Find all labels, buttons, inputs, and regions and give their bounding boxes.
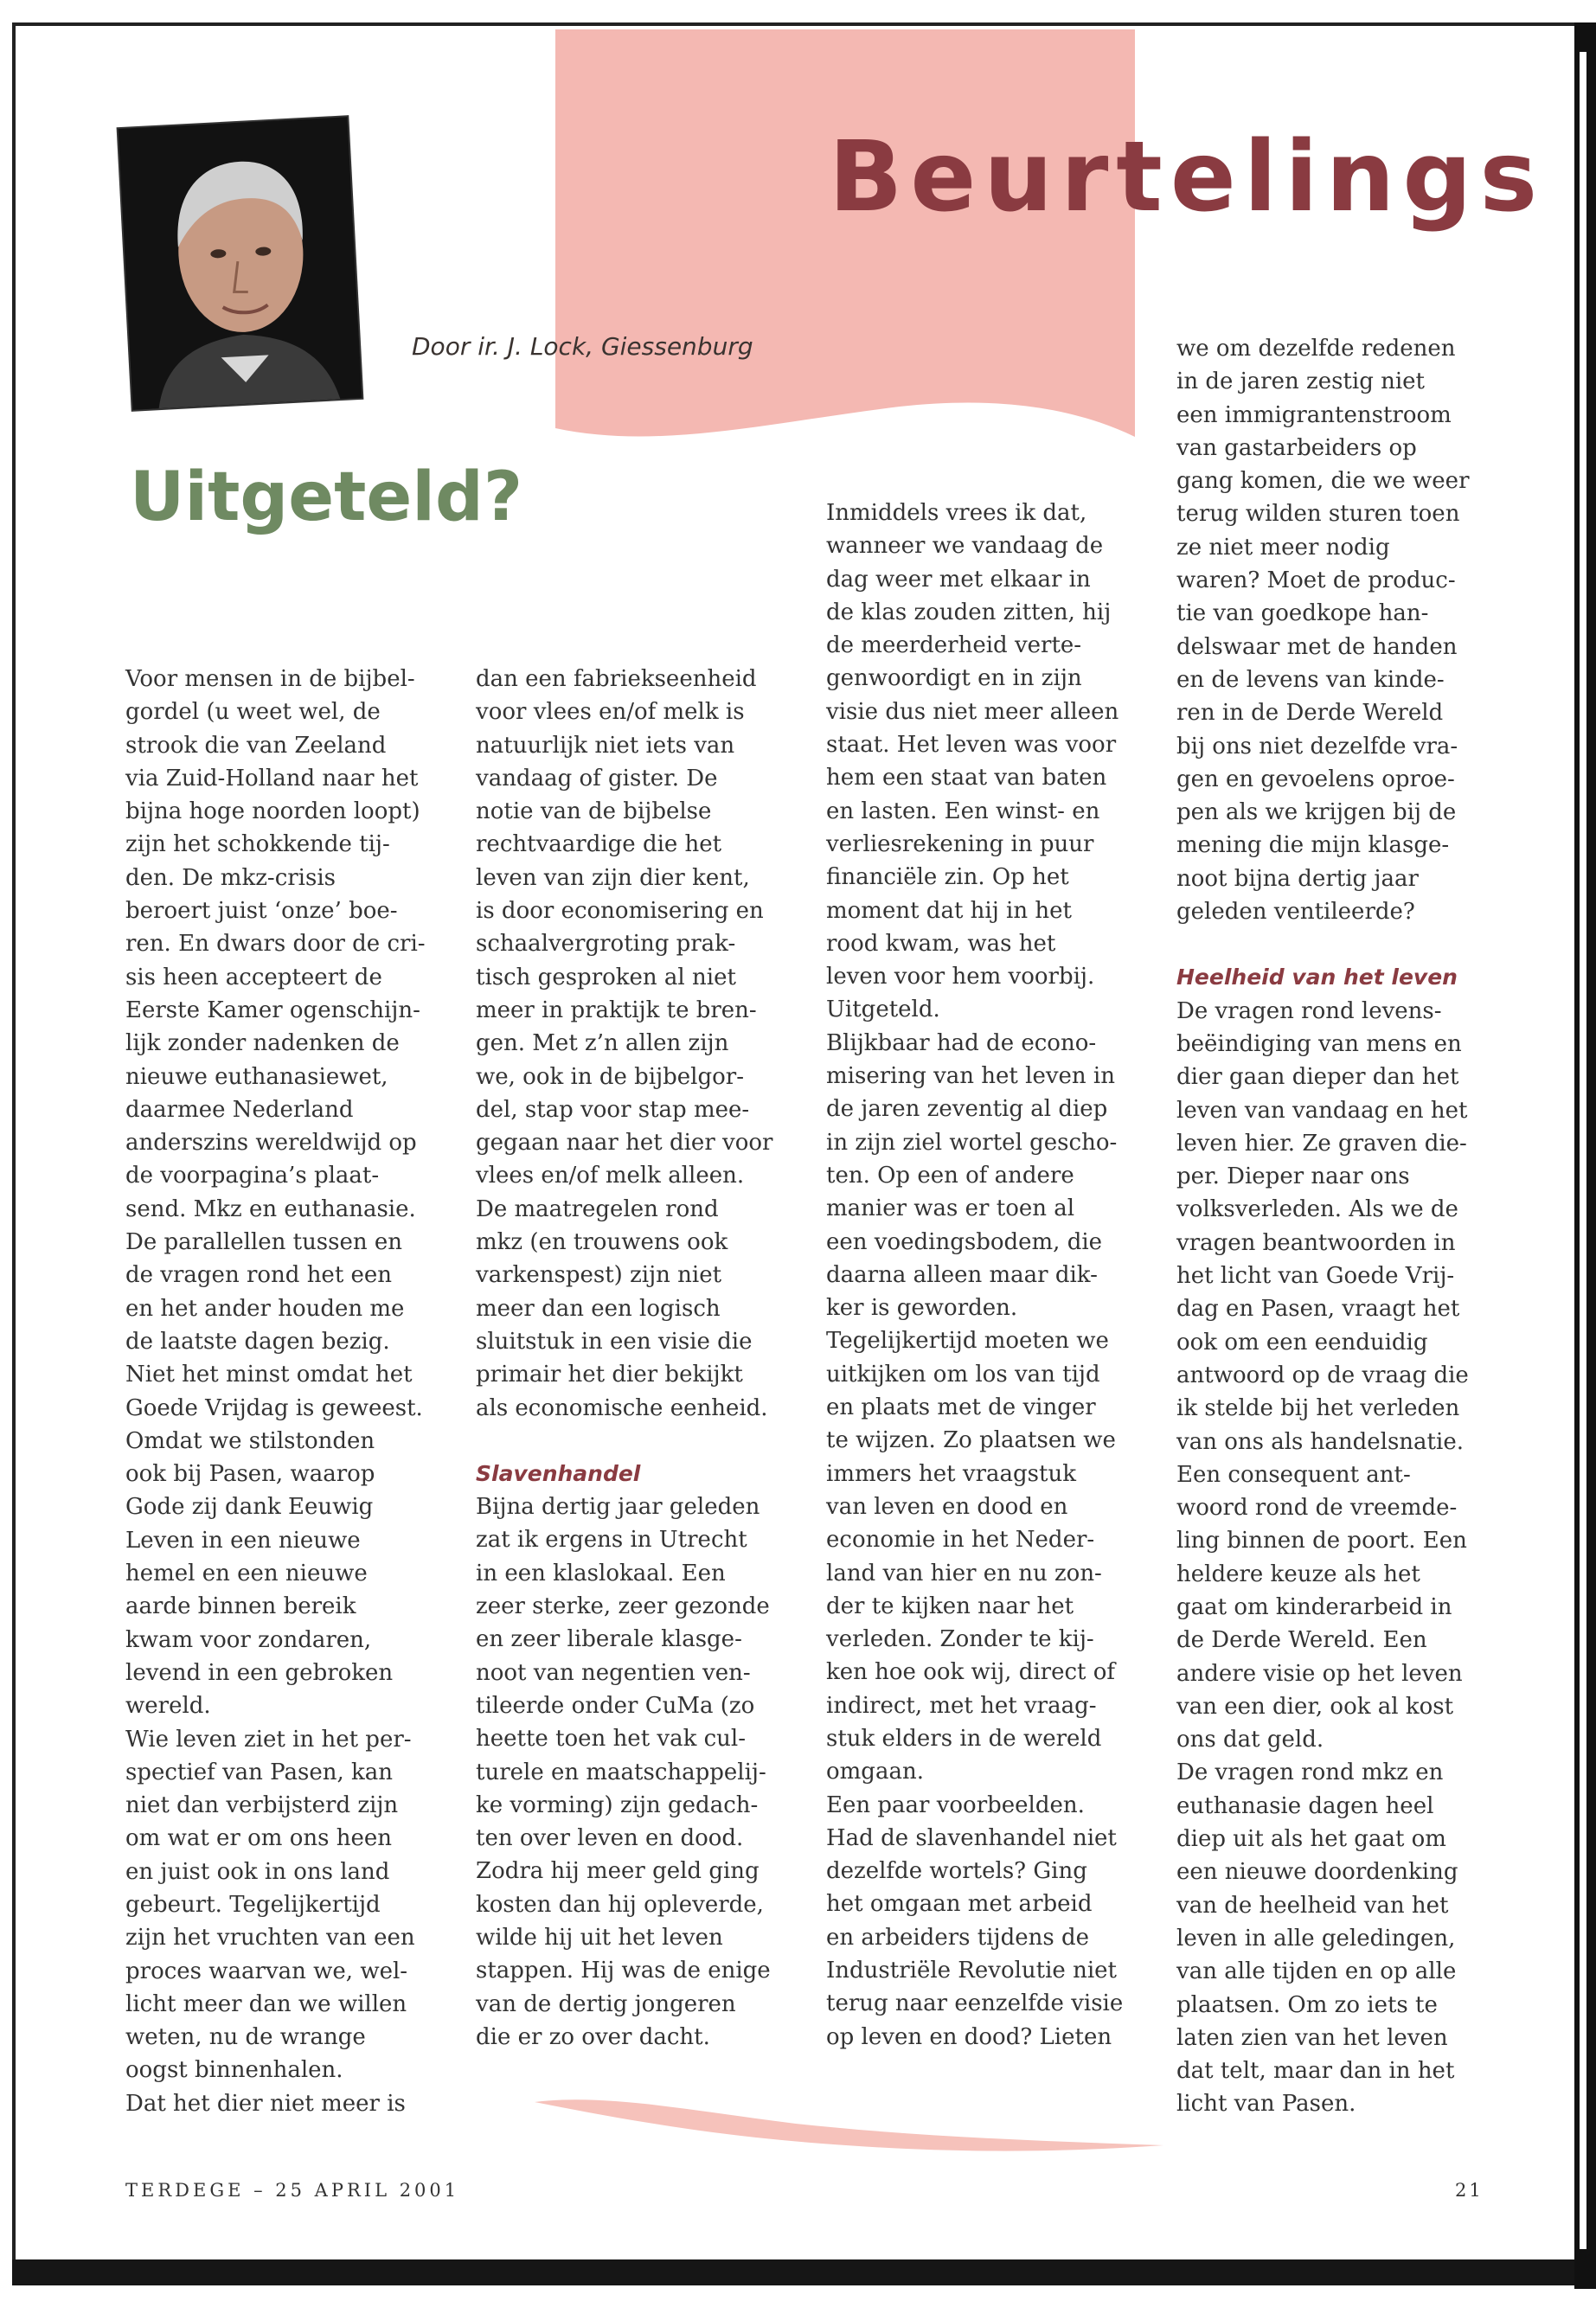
text-line: licht van Pasen.: [1176, 2091, 1356, 2118]
text-line: send. Mkz en euthanasie.: [125, 1195, 416, 1222]
text-line: en het ander houden me: [125, 1295, 405, 1322]
page-number: 21: [1455, 2180, 1484, 2201]
text-line: bijna hoge noorden loopt): [125, 798, 420, 825]
text-line: zeer sterke, zeer gezonde: [476, 1593, 770, 1620]
text-line: financiële zin. Op het: [826, 864, 1069, 891]
text-line: daarmee Nederland: [125, 1096, 354, 1123]
article-title: Uitgeteld?: [130, 458, 523, 536]
text-line: voor vlees en/of melk is: [476, 699, 745, 726]
text-line: euthanasie dagen heel: [1176, 1792, 1434, 1819]
text-line: indirect, met het vraag-: [826, 1692, 1097, 1719]
text-line: wilde hij uit het leven: [476, 1924, 723, 1951]
text-line: misering van het leven in: [826, 1063, 1115, 1090]
text-line: van de dertig jongeren: [476, 1990, 736, 2017]
pink-bottom-swoosh: [535, 2099, 1163, 2150]
text-line: ten over leven en dood.: [476, 1825, 744, 1852]
text-line: Bijna dertig jaar geleden: [476, 1494, 760, 1521]
text-line: Had de slavenhandel niet: [826, 1824, 1117, 1851]
text-line: Niet het minst omdat het: [125, 1362, 413, 1388]
text-line: beroert juist ‘onze’ boe-: [125, 898, 398, 925]
text-line: de Derde Wereld. Een: [1176, 1627, 1427, 1654]
text-line: nieuwe euthanasiewet,: [125, 1063, 388, 1090]
text-line: leven hier. Ze graven die-: [1176, 1130, 1467, 1157]
text-line: de meerderheid verte-: [826, 632, 1082, 659]
page-border-right-gap: [1580, 52, 1586, 2249]
text-line: ke vorming) zijn gedach-: [476, 1791, 759, 1818]
text-line: immers het vraagstuk: [826, 1460, 1076, 1487]
text-line: meer dan een logisch: [476, 1295, 721, 1322]
text-line: gebeurt. Tegelijkertijd: [125, 1891, 381, 1918]
text-line: Blijkbaar had de econo-: [826, 1029, 1097, 1056]
text-line: strook die van Zeeland: [125, 732, 387, 759]
text-line: de jaren zeventig al diep: [826, 1096, 1108, 1123]
text-line: van alle tijden en op alle: [1176, 1958, 1457, 1985]
text-line: en lasten. Een winst- en: [826, 798, 1100, 824]
text-line: mkz (en trouwens ook: [476, 1229, 728, 1256]
text-line: noot van negentien ven-: [476, 1659, 751, 1686]
text-line: zijn het schokkende tij-: [125, 831, 390, 858]
text-line: en plaats met de vinger: [826, 1394, 1096, 1421]
text-line: zijn het vruchten van een: [125, 1925, 415, 1952]
text-line: is door economisering en: [476, 898, 764, 925]
text-line: ling binnen de poort. Een: [1176, 1528, 1467, 1554]
text-line: delswaar met de handen: [1176, 633, 1458, 660]
text-line: die er zo over dacht.: [476, 2023, 710, 2050]
text-line: De parallellen tussen en: [125, 1229, 403, 1256]
text-line: rood kwam, was het: [826, 930, 1056, 957]
text-line: en juist ook in ons land: [125, 1858, 390, 1885]
text-line: ons dat geld.: [1176, 1727, 1324, 1753]
text-line: hem een staat van baten: [826, 765, 1107, 792]
text-line: dan een fabriekseenheid: [476, 666, 757, 692]
text-line: en arbeiders tijdens de: [826, 1924, 1089, 1951]
text-line: hemel en een nieuwe: [125, 1561, 368, 1587]
text-line: ken hoe ook wij, direct of: [826, 1659, 1116, 1686]
text-line: Een consequent ant-: [1176, 1461, 1411, 1488]
text-line: via Zuid-Holland naar het: [125, 765, 419, 792]
text-line: de voorpagina’s plaat-: [125, 1163, 380, 1189]
text-line: turele en maatschappelij-: [476, 1759, 766, 1785]
subheading: Slavenhandel: [476, 1460, 641, 1486]
text-line: als economische eenheid.: [476, 1394, 768, 1421]
text-line: spectief van Pasen, kan: [125, 1759, 394, 1785]
text-line: bij ons niet dezelfde vra-: [1176, 733, 1458, 760]
text-line: vandaag of gister. De: [476, 765, 718, 792]
text-line: heette toen het vak cul-: [476, 1726, 747, 1753]
text-line: manier was er toen al: [826, 1195, 1075, 1222]
text-line: terug naar eenzelfde visie: [826, 1990, 1124, 2017]
text-line: ook om een eenduidig: [1176, 1329, 1428, 1356]
text-line: Wie leven ziet in het per-: [125, 1726, 412, 1753]
text-line: Een paar voorbeelden.: [826, 1791, 1085, 1818]
section-title: Beurtelings: [829, 121, 1546, 234]
text-line: ren in de Derde Wereld: [1176, 700, 1444, 727]
text-line: heldere keuze als het: [1176, 1561, 1420, 1587]
text-line: gen. Met z’n allen zijn: [476, 1030, 729, 1057]
text-line: van gastarbeiders op: [1176, 434, 1417, 461]
text-line: tisch gesproken al niet: [476, 964, 736, 990]
text-line: stappen. Hij was de enige: [476, 1958, 771, 1984]
text-line: rechtvaardige die het: [476, 831, 722, 858]
text-line: schaalvergroting prak-: [476, 931, 736, 958]
text-line: woord rond de vreemde-: [1176, 1495, 1458, 1522]
text-line: laten zien van het leven: [1176, 2024, 1448, 2051]
text-line: het licht van Goede Vrij-: [1176, 1263, 1455, 1290]
text-line: De maatregelen rond: [476, 1195, 719, 1222]
text-line: dier gaan dieper dan het: [1176, 1064, 1459, 1091]
text-line: anderszins wereldwijd op: [125, 1130, 417, 1157]
text-line: leven van vandaag en het: [1176, 1097, 1468, 1124]
text-line: per. Dieper naar ons: [1176, 1163, 1410, 1190]
text-line: een immigrantenstroom: [1176, 401, 1452, 428]
text-line: we, ook in de bijbelgor-: [476, 1063, 744, 1090]
text-line: land van hier en nu zon-: [826, 1560, 1102, 1586]
text-line: een voedingsbodem, die: [826, 1228, 1103, 1255]
text-line: lijk zonder nadenken de: [125, 1030, 400, 1057]
text-line: sis heen accepteert de: [125, 964, 382, 990]
text-line: primair het dier bekijkt: [476, 1362, 743, 1388]
text-line: ker is geworden.: [826, 1295, 1018, 1322]
text-line: in een klaslokaal. Een: [476, 1560, 726, 1586]
text-line: del, stap voor stap mee-: [476, 1096, 750, 1123]
text-line: op leven en dood? Lieten: [826, 2023, 1112, 2050]
text-line: antwoord op de vraag die: [1176, 1362, 1469, 1388]
text-line: staat. Het leven was voor: [826, 732, 1117, 759]
text-line: de vragen rond het een: [125, 1262, 393, 1289]
text-line: ten. Op een of andere: [826, 1162, 1074, 1189]
text-line: in zijn ziel wortel gescho-: [826, 1129, 1118, 1156]
text-line: Zodra hij meer geld ging: [476, 1858, 760, 1885]
text-line: kwam voor zondaren,: [125, 1626, 372, 1653]
text-line: noot bijna dertig jaar: [1176, 865, 1419, 892]
text-column-1: [125, 663, 426, 2120]
text-line: Goede Vrijdag is geweest.: [125, 1394, 423, 1421]
text-line: wanneer we vandaag de: [826, 533, 1104, 560]
text-line: plaatsen. Om zo iets te: [1176, 1991, 1438, 2018]
text-line: diep uit als het gaat om: [1176, 1826, 1446, 1853]
text-line: Omdat we stilstonden: [125, 1427, 375, 1454]
text-line: gordel (u weet wel, de: [125, 699, 381, 726]
text-line: Gode zij dank Eeuwig: [125, 1494, 374, 1521]
text-line: wereld.: [125, 1693, 211, 1720]
text-line: andere visie op het leven: [1176, 1660, 1463, 1687]
text-line: varkenspest) zijn niet: [476, 1262, 722, 1289]
text-line: der te kijken naar het: [826, 1593, 1074, 1619]
text-line: we om dezelfde redenen: [1176, 336, 1456, 362]
text-line: aarde binnen bereik: [125, 1593, 356, 1620]
text-line: en de levens van kinde-: [1176, 666, 1445, 693]
text-line: Industriële Revolutie niet: [826, 1958, 1117, 1984]
text-line: notie van de bijbelse: [476, 798, 712, 825]
text-column-2: [476, 663, 772, 2054]
text-line: dat telt, maar dan in het: [1176, 2058, 1455, 2085]
text-line: De vragen rond levens-: [1176, 997, 1442, 1024]
text-line: mening die mijn klasge-: [1176, 832, 1450, 859]
text-line: en zeer liberale klasge-: [476, 1626, 742, 1653]
text-line: tie van goedkope han-: [1176, 600, 1429, 627]
text-column-4: [1176, 332, 1470, 2121]
text-line: De vragen rond mkz en: [1176, 1759, 1444, 1786]
text-line: tileerde onder CuMa (zo: [476, 1692, 755, 1719]
text-line: weten, nu de wrange: [125, 2024, 366, 2051]
text-line: van leven en dood en: [826, 1493, 1068, 1520]
text-line: uitkijken om los van tijd: [826, 1361, 1100, 1388]
text-line: Leven in een nieuwe: [125, 1527, 361, 1554]
text-line: oogst binnenhalen.: [125, 2057, 343, 2084]
text-line: Dat het dier niet meer is: [125, 2090, 406, 2117]
text-line: geleden ventileerde?: [1176, 899, 1415, 926]
text-line: den. De mkz-crisis: [125, 864, 337, 891]
text-line: het omgaan met arbeid: [826, 1891, 1093, 1918]
text-line: van een dier, ook al kost: [1176, 1693, 1454, 1720]
text-line: te wijzen. Zo plaatsen we: [826, 1427, 1116, 1454]
text-line: dezelfde wortels? Ging: [826, 1858, 1087, 1885]
text-line: zat ik ergens in Utrecht: [476, 1527, 747, 1554]
text-line: ze niet meer nodig: [1176, 534, 1390, 561]
page-border-bottom: [12, 2259, 1578, 2285]
text-line: daarna alleen maar dik-: [826, 1261, 1098, 1288]
text-line: Voor mensen in de bijbel-: [125, 666, 415, 692]
text-line: niet dan verbijsterd zijn: [125, 1792, 399, 1819]
text-line: Eerste Kamer ogenschijn-: [125, 997, 420, 1023]
text-line: de klas zouden zitten, hij: [826, 599, 1112, 625]
text-line: terug wilden sturen toen: [1176, 501, 1460, 528]
text-line: vragen beantwoorden in: [1176, 1229, 1456, 1256]
byline: Door ir. J. Lock, Giessenburg: [412, 332, 753, 361]
author-photo: [119, 117, 362, 409]
text-line: dag weer met elkaar in: [826, 566, 1091, 593]
author-portrait-icon: [119, 117, 362, 409]
text-line: om wat er om ons heen: [125, 1825, 392, 1852]
text-line: genwoordigt en in zijn: [826, 665, 1082, 692]
text-line: ook bij Pasen, waarop: [125, 1461, 375, 1488]
text-line: omgaan.: [826, 1759, 924, 1785]
text-line: moment dat hij in het: [826, 897, 1072, 924]
text-line: meer in praktijk te bren-: [476, 997, 757, 1023]
text-line: Inmiddels vrees ik dat,: [826, 500, 1087, 526]
text-line: van ons als handelsnatie.: [1176, 1428, 1464, 1455]
text-line: verliesrekening in puur: [826, 830, 1094, 857]
text-line: van de heelheid van het: [1176, 1892, 1449, 1919]
text-line: beëindiging van mens en: [1176, 1030, 1462, 1057]
text-line: Tegelijkertijd moeten we: [826, 1328, 1109, 1355]
text-line: waren? Moet de produc-: [1176, 567, 1456, 594]
text-line: gaat om kinderarbeid in: [1176, 1593, 1452, 1620]
text-line: kosten dan hij opleverde,: [476, 1891, 764, 1918]
text-line: economie in het Neder-: [826, 1527, 1095, 1554]
text-line: visie dus niet meer alleen: [826, 698, 1119, 725]
text-line: pen als we krijgen bij de: [1176, 799, 1457, 826]
text-line: leven voor hem voorbij.: [826, 964, 1095, 990]
text-line: leven van zijn dier kent,: [476, 864, 750, 891]
text-line: gang komen, die we weer: [1176, 468, 1470, 495]
text-line: proces waarvan we, wel-: [125, 1958, 408, 1984]
text-line: licht meer dan we willen: [125, 1990, 407, 2017]
text-line: in de jaren zestig niet: [1176, 369, 1426, 395]
text-line: sluitstuk in een visie die: [476, 1328, 753, 1355]
subheading: Heelheid van het leven: [1176, 965, 1458, 990]
text-line: levend in een gebroken: [125, 1659, 394, 1686]
text-line: dag en Pasen, vraagt het: [1176, 1296, 1460, 1323]
text-line: leven in alle geledingen,: [1176, 1925, 1456, 1952]
text-line: de laatste dagen bezig.: [125, 1328, 390, 1355]
text-line: ren. En dwars door de cri-: [125, 931, 426, 958]
text-line: verleden. Zonder te kij-: [826, 1626, 1094, 1653]
text-line: natuurlijk niet iets van: [476, 732, 735, 759]
text-line: vlees en/of melk alleen.: [476, 1163, 745, 1189]
text-line: gegaan naar het dier voor: [476, 1130, 773, 1157]
text-line: stuk elders in de wereld: [826, 1725, 1102, 1752]
text-line: een nieuwe doordenking: [1176, 1859, 1458, 1886]
text-line: Uitgeteld.: [826, 997, 940, 1023]
text-line: volksverleden. Als we de: [1176, 1196, 1458, 1223]
text-line: gen en gevoelens oproe-: [1176, 766, 1455, 792]
text-line: ik stelde bij het verleden: [1176, 1395, 1460, 1422]
footer-publication: TERDEGE – 25 APRIL 2001: [125, 2180, 460, 2201]
text-column-3: [826, 497, 1123, 2054]
